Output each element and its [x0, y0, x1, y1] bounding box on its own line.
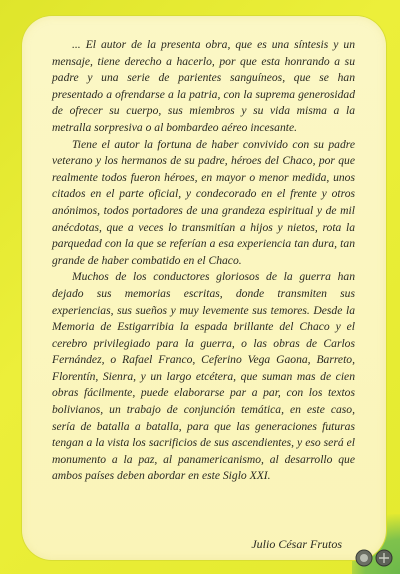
author-signature: Julio César Frutos [251, 537, 342, 551]
paragraph-1: ... El autor de la presenta obra, que es una síntesis y un mensaje, tiene derecho a hacerlo, por que esta honrando a su padre y una serie de parientes sanguíneos, que se han presentado a ofrendarse a la patria, con la suprema generosidad de ofrecer su cuerpo, sus miembros y su vida misma a la metralla sorpresiva o al bombardeo aéreo incesante. [52, 38, 355, 134]
logo-mark-icon [354, 548, 396, 568]
paragraph-2: Tiene el autor la fortuna de haber convivido con su padre veterano y los hermanos de su padre, héroes del Chaco, por que realmente todos fueron héroes, en mayor o menor medida, unos citados en el parte oficial, y condecorado en el frente y otros anónimos, todos portadores de una grandeza espiritual y de mil anécdotas, que a veces lo transmitían a hijos y nietos, rota la parquedad con la que se referían a esa experiencia tan dura, tan grande de haber combatido en el Chaco. [52, 137, 355, 267]
logo-mark [354, 548, 396, 568]
article-text [52, 37, 355, 485]
paragraph-3: Muchos de los conductores gloriosos de la guerra han dejado sus memorias escritas, donde transmiten sus experiencias, sus sueños y muy levemente sus temores. Desde la Memoria de Estigarribia la espada brillante del Chaco y el cerebro privilegiado para la guerra, o las obras de Carlos Fernández, o Rafael Franco, Ceferino Vega Gaona, Barreto, Florentín, Sienra, y un largo etcétera, que suman mas de cien obras fácilmente, puede elaborarse par a par, con los textos bolivianos, un trabajo de conjunción temática, en este caso, sería de batalla a batalla, para que las generaciones futuras tengan a la vista los sacrificios de sus ascendientes, y eso será el monumento a la paz, al panamericanismo, al desarrollo que ambos países deben abordar en este Siglo XXI. [52, 270, 355, 483]
